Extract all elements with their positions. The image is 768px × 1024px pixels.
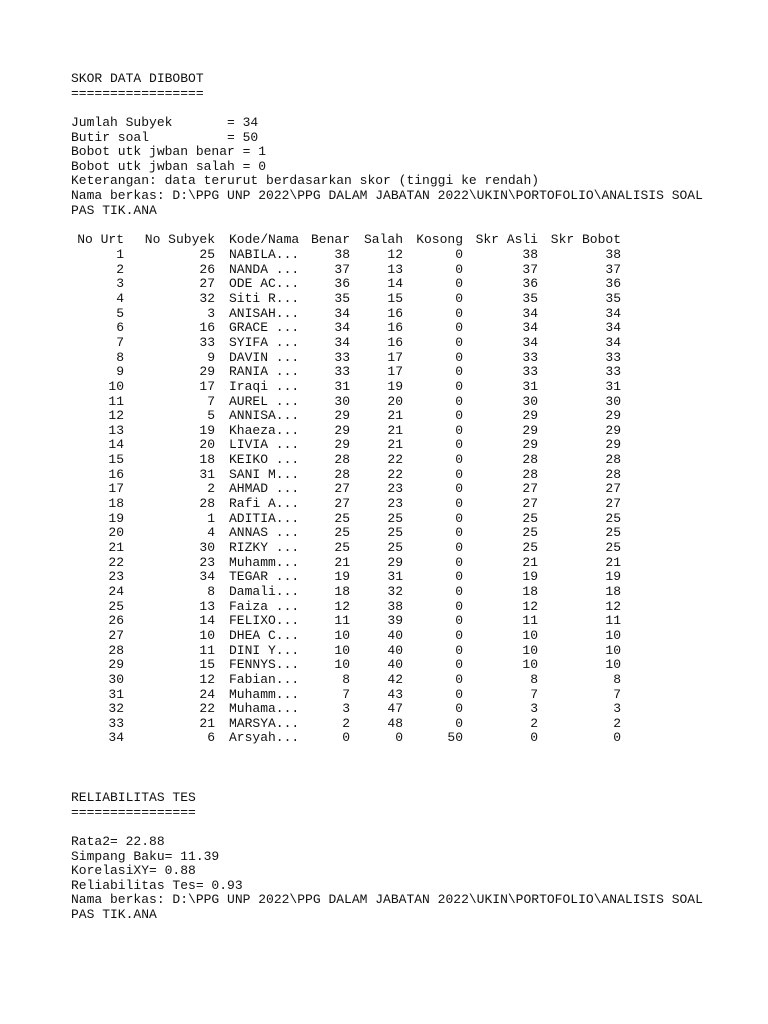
table-cell: 33 (334, 349, 350, 365)
table-cell: KEIKO ... (229, 452, 300, 468)
table-cell: Faiza ... (229, 598, 300, 614)
table-header-benar: Benar (310, 232, 350, 247)
table-cell: 37 (522, 261, 538, 277)
section-title: SKOR DATA DIBOBOT (71, 71, 204, 86)
table-cell: 22 (387, 466, 403, 482)
table-cell: 34 (522, 334, 538, 350)
table-cell: 35 (334, 290, 350, 306)
table-cell: NANDA ... (229, 261, 300, 277)
table-cell: Iraqi ... (229, 378, 300, 394)
table-cell: 20 (199, 437, 215, 453)
table-cell: 12 (108, 408, 124, 424)
table-cell: 26 (108, 613, 124, 629)
info-line-correct-weight: Bobot utk jwban benar = 1 (71, 144, 267, 160)
table-cell: DAVIN ... (229, 349, 300, 365)
table-cell: 36 (605, 276, 621, 292)
table-cell: NABILA... (229, 247, 300, 262)
table-cell: 17 (387, 364, 403, 380)
table-cell: 42 (387, 671, 403, 687)
table-cell: 15 (108, 452, 124, 468)
table-cell: 25 (334, 525, 350, 541)
table-cell: 14 (108, 437, 124, 453)
table-cell: 8 (342, 671, 350, 687)
table-cell: Siti R... (229, 290, 300, 306)
table-cell: 1 (207, 510, 215, 526)
table-cell: DHEA C... (229, 627, 300, 643)
table-cell: 38 (334, 247, 350, 262)
table-header-skr-asli: Skr Asli (475, 232, 538, 247)
table-cell: 22 (108, 554, 124, 570)
table-cell: ADITIA... (229, 510, 300, 526)
table-cell: 23 (199, 554, 215, 570)
table-cell: 0 (455, 364, 463, 380)
table-cell: 31 (605, 378, 621, 394)
table-cell: 34 (605, 305, 621, 321)
table-cell: ANNISA... (229, 408, 300, 424)
table-cell: 27 (522, 481, 538, 497)
table-cell: 0 (455, 686, 463, 702)
table-cell: 18 (108, 496, 124, 512)
table-cell: 7 (530, 686, 538, 702)
table-cell: 29 (108, 657, 124, 673)
table-cell: 10 (522, 657, 538, 673)
table-cell: 47 (387, 701, 403, 717)
table-cell: 0 (455, 408, 463, 424)
table-cell: 0 (455, 261, 463, 277)
table-cell: 11 (199, 642, 215, 658)
table-cell: 13 (108, 422, 124, 438)
table-cell: 25 (387, 510, 403, 526)
table-cell: 21 (605, 554, 621, 570)
table-cell: 34 (334, 305, 350, 321)
table-cell: 34 (334, 334, 350, 350)
table-cell: Muhama... (229, 701, 300, 717)
table-cell: 33 (522, 364, 538, 380)
table-cell: 15 (199, 657, 215, 673)
table-cell: 11 (334, 613, 350, 629)
table-cell: 31 (334, 378, 350, 394)
table-cell: 19 (605, 569, 621, 585)
table-cell: 27 (522, 496, 538, 512)
table-cell: 24 (108, 583, 124, 599)
table-cell: 33 (605, 349, 621, 365)
table-cell: 38 (605, 247, 621, 262)
table-cell: 8 (613, 671, 621, 687)
table-cell: Fabian... (229, 671, 300, 687)
table-cell: 28 (522, 452, 538, 468)
table-cell: 0 (455, 525, 463, 541)
table-cell: 0 (455, 613, 463, 629)
table-cell: 25 (387, 525, 403, 541)
table-cell: 32 (199, 290, 215, 306)
table-cell: 7 (116, 334, 124, 350)
table-cell: 0 (455, 422, 463, 438)
table-cell: 14 (387, 276, 403, 292)
table-cell: 3 (342, 701, 350, 717)
table-cell: 33 (108, 715, 124, 731)
table-cell: 29 (522, 437, 538, 453)
table-cell: 27 (334, 496, 350, 512)
table-cell: 10 (522, 642, 538, 658)
table-cell: 0 (455, 305, 463, 321)
table-cell: 0 (455, 437, 463, 453)
table-cell: 1 (116, 247, 124, 262)
table-cell: 29 (522, 408, 538, 424)
table-cell: 10 (605, 657, 621, 673)
table-cell: 0 (455, 466, 463, 482)
table-cell: 30 (334, 393, 350, 409)
stat-reliability: Reliabilitas Tes= 0.93 (71, 877, 243, 893)
table-cell: 27 (605, 496, 621, 512)
table-cell: 9 (207, 349, 215, 365)
table-cell: 39 (387, 613, 403, 629)
table-cell: 0 (530, 730, 538, 746)
table-cell: ANNAS ... (229, 525, 300, 541)
table-cell: 29 (605, 408, 621, 424)
table-cell: 21 (108, 540, 124, 555)
info-line-filename-cont: PAS TIK.ANA (71, 202, 157, 218)
table-cell: 12 (387, 247, 403, 262)
table-cell: 30 (605, 393, 621, 409)
table-cell: 7 (207, 393, 215, 409)
table-cell: 17 (108, 481, 124, 497)
table-cell: 0 (455, 701, 463, 717)
table-cell: 25 (334, 510, 350, 526)
table-cell: 0 (455, 598, 463, 614)
table-cell: 16 (199, 320, 215, 336)
table-cell: DINI Y... (229, 642, 300, 658)
table-cell: 24 (199, 686, 215, 702)
table-cell: 10 (605, 627, 621, 643)
table-header-no-subyek: No Subyek (144, 232, 215, 247)
table-cell: 2 (207, 481, 215, 497)
table-cell: 0 (455, 496, 463, 512)
stat-correlation: KorelasiXY= 0.88 (71, 863, 196, 879)
table-cell: 33 (334, 364, 350, 380)
table-cell: 0 (455, 715, 463, 731)
table-cell: 23 (387, 481, 403, 497)
table-cell: Arsyah... (229, 730, 300, 746)
table-cell: 29 (334, 422, 350, 438)
table-cell: 4 (207, 525, 215, 541)
table-cell: 36 (522, 276, 538, 292)
table-cell: 12 (334, 598, 350, 614)
table-cell: Khaeza... (229, 422, 300, 438)
table-cell: 0 (455, 320, 463, 336)
table-cell: 35 (522, 290, 538, 306)
table-cell: 10 (108, 378, 124, 394)
table-cell: 0 (455, 569, 463, 585)
table-cell: 50 (447, 730, 463, 746)
table-cell: 38 (387, 598, 403, 614)
table-cell: 25 (522, 540, 538, 555)
table-cell: 37 (605, 261, 621, 277)
table-cell: 16 (387, 320, 403, 336)
table-cell: 21 (199, 715, 215, 731)
table-cell: 25 (605, 540, 621, 555)
table-cell: 0 (455, 627, 463, 643)
info-line-filename: Nama berkas: D:\PPG UNP 2022\PPG DALAM JABATAN 2022\UKIN\PORTOFOLIO\ANALISIS SOAL (71, 188, 703, 203)
table-cell: 10 (334, 627, 350, 643)
table-cell: 19 (199, 422, 215, 438)
table-cell: 0 (395, 730, 403, 746)
table-cell: 34 (199, 569, 215, 585)
table-cell: 17 (387, 349, 403, 365)
table-cell: 0 (455, 276, 463, 292)
table-cell: 5 (116, 305, 124, 321)
table-cell: 10 (199, 627, 215, 643)
table-cell: 13 (199, 598, 215, 614)
table-cell: 22 (199, 701, 215, 717)
table-cell: 0 (455, 671, 463, 687)
table-header-kode-nama: Kode/Nama (229, 232, 300, 247)
table-cell: AUREL ... (229, 393, 300, 409)
table-cell: 16 (387, 305, 403, 321)
table-cell: 34 (108, 730, 124, 746)
table-cell: 21 (387, 437, 403, 453)
table-cell: 28 (108, 642, 124, 658)
table-cell: 40 (387, 627, 403, 643)
table-cell: 0 (455, 554, 463, 570)
table-cell: SYIFA ... (229, 334, 300, 350)
table-cell: 0 (455, 290, 463, 306)
table-cell: 11 (605, 613, 621, 629)
table-cell: 27 (605, 481, 621, 497)
table-cell: 0 (455, 657, 463, 673)
table-cell: 33 (199, 334, 215, 350)
table-cell: 10 (334, 642, 350, 658)
table-cell: 25 (199, 247, 215, 262)
table-cell: 25 (387, 540, 403, 555)
table-cell: 10 (605, 642, 621, 658)
table-cell: 29 (605, 422, 621, 438)
table-cell: 12 (605, 598, 621, 614)
table-cell: 34 (605, 320, 621, 336)
stat-mean: Rata2= 22.88 (71, 834, 165, 849)
table-cell: 2 (116, 261, 124, 277)
table-cell: 7 (342, 686, 350, 702)
table-cell: 40 (387, 657, 403, 673)
table-cell: 40 (387, 642, 403, 658)
reliability-filename: Nama berkas: D:\PPG UNP 2022\PPG DALAM JABATAN 2022\UKIN\PORTOFOLIO\ANALISIS SOAL (71, 892, 703, 908)
table-cell: 31 (108, 686, 124, 702)
reliability-title: RELIABILITAS TES (71, 790, 196, 805)
table-cell: 14 (199, 613, 215, 629)
table-cell: 6 (116, 320, 124, 336)
table-cell: 34 (522, 320, 538, 336)
table-cell: 19 (334, 569, 350, 585)
table-cell: 25 (108, 598, 124, 614)
table-cell: 26 (199, 261, 215, 277)
table-cell: 28 (199, 496, 215, 512)
table-cell: 28 (605, 466, 621, 482)
table-cell: 43 (387, 686, 403, 702)
stat-std-dev: Simpang Baku= 11.39 (71, 848, 220, 864)
table-cell: 28 (334, 452, 350, 468)
table-cell: 16 (387, 334, 403, 350)
table-cell: 12 (199, 671, 215, 687)
table-cell: 21 (334, 554, 350, 570)
table-cell: MARSYA... (229, 715, 300, 731)
table-cell: 35 (605, 290, 621, 306)
table-cell: 28 (522, 466, 538, 482)
table-cell: 11 (522, 613, 538, 629)
table-cell: 25 (605, 525, 621, 541)
table-cell: 8 (116, 349, 124, 365)
table-cell: 0 (455, 510, 463, 526)
table-cell: ANISAH... (229, 305, 300, 321)
table-cell: 34 (522, 305, 538, 321)
table-cell: 38 (522, 247, 538, 262)
table-cell: 29 (199, 364, 215, 380)
table-cell: 32 (108, 701, 124, 717)
table-cell: ODE AC... (229, 276, 300, 292)
table-cell: 0 (613, 730, 621, 746)
table-cell: AHMAD ... (229, 481, 300, 497)
table-cell: 0 (342, 730, 350, 746)
table-cell: FENNYS... (229, 657, 300, 673)
table-cell: 31 (199, 466, 215, 482)
table-cell: 4 (116, 290, 124, 306)
table-cell: 8 (530, 671, 538, 687)
table-cell: 31 (387, 569, 403, 585)
table-cell: 28 (605, 452, 621, 468)
table-cell: 23 (387, 496, 403, 512)
table-cell: GRACE ... (229, 320, 300, 336)
table-cell: Rafi A... (229, 496, 300, 512)
table-cell: 17 (199, 378, 215, 394)
table-cell: 13 (387, 261, 403, 277)
table-cell: 9 (116, 364, 124, 380)
reliability-underline: ================ (71, 804, 196, 820)
table-cell: 25 (334, 540, 350, 555)
table-cell: LIVIA ... (229, 437, 300, 453)
table-cell: 2 (613, 715, 621, 731)
table-cell: 0 (455, 349, 463, 365)
info-line-wrong-weight: Bobot utk jwban salah = 0 (71, 158, 267, 174)
table-cell: 10 (522, 627, 538, 643)
table-cell: 29 (334, 437, 350, 453)
table-cell: 30 (199, 540, 215, 555)
table-cell: 33 (522, 349, 538, 365)
table-cell: 3 (613, 701, 621, 717)
table-cell: 23 (108, 569, 124, 585)
table-cell: 3 (116, 276, 124, 292)
table-cell: RANIA ... (229, 364, 300, 380)
table-cell: 0 (455, 393, 463, 409)
table-cell: 10 (334, 657, 350, 673)
table-cell: 48 (387, 715, 403, 731)
table-cell: 25 (522, 510, 538, 526)
table-cell: 8 (207, 583, 215, 599)
table-cell: 32 (387, 583, 403, 599)
table-cell: 18 (605, 583, 621, 599)
table-header-salah: Salah (363, 232, 403, 247)
table-cell: Muhamm... (229, 686, 300, 702)
table-cell: 29 (387, 554, 403, 570)
table-cell: 34 (334, 320, 350, 336)
table-cell: 22 (387, 452, 403, 468)
table-cell: FELIXO... (229, 613, 300, 629)
section-underline: ================= (71, 85, 204, 101)
table-cell: 20 (387, 393, 403, 409)
table-cell: 20 (108, 525, 124, 541)
table-cell: RIZKY ... (229, 540, 300, 555)
info-line-note: Keterangan: data terurut berdasarkan skor (tinggi ke rendah) (71, 173, 540, 189)
table-cell: 0 (455, 452, 463, 468)
table-cell: 21 (387, 408, 403, 424)
table-cell: 3 (530, 701, 538, 717)
table-cell: 0 (455, 378, 463, 394)
table-cell: SANI M... (229, 466, 300, 482)
table-cell: 7 (613, 686, 621, 702)
table-cell: 3 (207, 305, 215, 321)
table-cell: 2 (530, 715, 538, 731)
table-cell: 34 (605, 334, 621, 350)
table-cell: 25 (605, 510, 621, 526)
table-cell: 18 (334, 583, 350, 599)
table-cell: 31 (522, 378, 538, 394)
table-cell: 0 (455, 334, 463, 350)
table-cell: 2 (342, 715, 350, 731)
table-cell: 36 (334, 276, 350, 292)
table-cell: 19 (108, 510, 124, 526)
table-cell: 15 (387, 290, 403, 306)
table-cell: 30 (522, 393, 538, 409)
table-cell: 29 (334, 408, 350, 424)
table-cell: 29 (522, 422, 538, 438)
table-cell: Damali... (229, 583, 300, 599)
table-cell: 28 (334, 466, 350, 482)
info-line-subjects: Jumlah Subyek = 34 (71, 115, 259, 130)
table-cell: TEGAR ... (229, 569, 300, 585)
table-cell: 16 (108, 466, 124, 482)
table-cell: 27 (199, 276, 215, 292)
table-cell: 12 (522, 598, 538, 614)
table-cell: 29 (605, 437, 621, 453)
table-cell: 19 (387, 378, 403, 394)
table-cell: 0 (455, 481, 463, 497)
table-cell: 11 (108, 393, 124, 409)
table-cell: 18 (199, 452, 215, 468)
table-cell: 27 (334, 481, 350, 497)
table-cell: 6 (207, 730, 215, 746)
table-cell: 5 (207, 408, 215, 424)
table-header-skr-bobot: Skr Bobot (550, 232, 621, 247)
table-cell: 21 (522, 554, 538, 570)
reliability-filename-cont: PAS TIK.ANA (71, 907, 157, 922)
table-cell: 27 (108, 627, 124, 643)
table-cell: 0 (455, 540, 463, 555)
table-cell: 19 (522, 569, 538, 585)
table-cell: Muhamm... (229, 554, 300, 570)
table-cell: 18 (522, 583, 538, 599)
table-cell: 37 (334, 261, 350, 277)
table-cell: 21 (387, 422, 403, 438)
table-cell: 0 (455, 642, 463, 658)
table-cell: 30 (108, 671, 124, 687)
table-cell: 0 (455, 247, 463, 262)
info-line-items: Butir soal = 50 (71, 129, 259, 145)
table-cell: 25 (522, 525, 538, 541)
table-cell: 0 (455, 583, 463, 599)
table-cell: 33 (605, 364, 621, 380)
table-header-kosong: Kosong (416, 232, 463, 247)
table-header-no-urt: No Urt (77, 232, 124, 247)
